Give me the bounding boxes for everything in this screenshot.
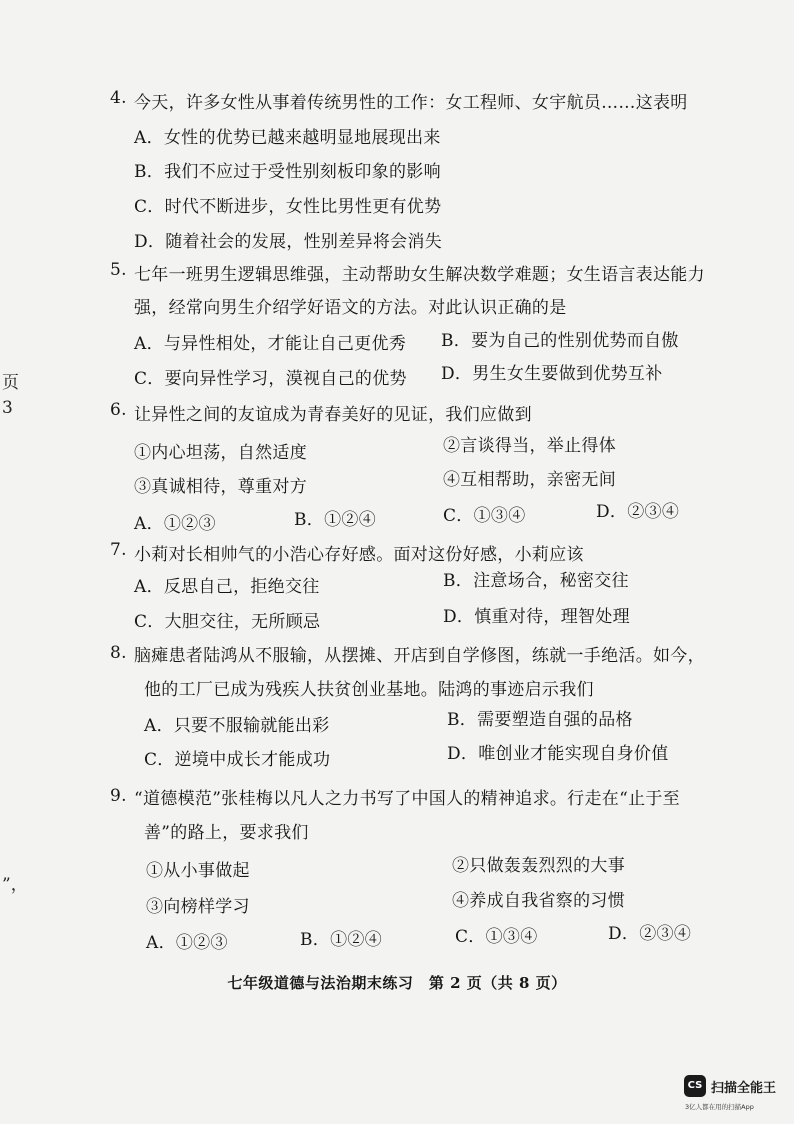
question-stem: 今天，许多女性从事着传统男性的工作：女工程师、女宇航员……这表明 <box>134 93 688 113</box>
watermark-tagline: 3亿人都在用的扫描App <box>685 1103 754 1111</box>
question-stem: 小莉对长相帅气的小浩心存好感。面对这份好感，小莉应该 <box>134 545 584 565</box>
question-stem: 脑瘫患者陆鸿从不服输，从摆摊、开店到自学修图，练就一手绝活。如今， <box>134 646 705 666</box>
option-b: B．要为自己的性别优势而自傲 <box>441 331 679 351</box>
option-b: B．注意场合，秘密交往 <box>443 571 629 591</box>
question-number: 6. <box>110 400 127 420</box>
camscanner-logo-icon: CS <box>684 1075 706 1097</box>
option-a: A．只要不服输就能出彩 <box>144 716 330 736</box>
statement-1: ①内心坦荡，自然适度 <box>134 443 307 463</box>
question-number: 7. <box>110 540 127 560</box>
option-b: B．我们不应过于受性别刻板印象的影响 <box>134 162 441 182</box>
statement-2: ②言谈得当，举止得体 <box>443 436 616 456</box>
question-number: 5. <box>110 260 127 280</box>
option-c: C．①③④ <box>455 927 538 947</box>
option-d: D．②③④ <box>596 502 680 522</box>
statement-4: ④互相帮助，亲密无间 <box>443 470 616 490</box>
option-c: C．大胆交往，无所顾忌 <box>134 612 321 632</box>
statement-3: ③向榜样学习 <box>146 897 250 917</box>
option-a: A．女性的优势已越来越明显地展现出来 <box>134 128 441 148</box>
question-number: 8. <box>110 643 127 663</box>
statement-4: ④养成自我省察的习惯 <box>452 891 625 911</box>
statement-3: ③真诚相待，尊重对方 <box>134 477 307 497</box>
option-c: C．要向异性学习，漠视自己的优势 <box>134 369 407 389</box>
option-b: B．①②④ <box>294 510 376 530</box>
margin-mark: 3 <box>2 398 13 418</box>
question-number: 9. <box>110 786 127 806</box>
option-a: A．①②③ <box>134 514 216 534</box>
page-footer: 七年级道德与法治期末练习 第 2 页（共 8 页） <box>227 974 567 992</box>
option-d: D．②③④ <box>608 924 692 944</box>
question-stem: “道德模范”张桂梅以凡人之力书写了中国人的精神追求。行走在“止于至 <box>134 789 680 809</box>
question-stem-continued: 他的工厂已成为残疾人扶贫创业基地。陆鸿的事迹启示我们 <box>144 680 594 700</box>
question-stem-continued: 善”的路上，要求我们 <box>144 823 309 843</box>
option-c: C．时代不断进步，女性比男性更有优势 <box>134 197 442 217</box>
option-b: B．需要塑造自强的品格 <box>447 710 633 730</box>
option-d: D．随着社会的发展，性别差异将会消失 <box>134 232 443 252</box>
option-d: D．唯创业才能实现自身价值 <box>447 744 669 764</box>
option-d: D．男生女生要做到优势互补 <box>441 364 663 384</box>
option-d: D．慎重对待，理智处理 <box>443 607 630 627</box>
margin-mark: ”， <box>2 875 28 895</box>
margin-mark: 页 <box>2 373 19 393</box>
option-c: C．①③④ <box>443 506 526 526</box>
question-stem: 让异性之间的友谊成为青春美好的见证，我们应做到 <box>134 405 532 425</box>
scanner-watermark <box>684 1073 788 1113</box>
option-a: A．反思自己，拒绝交往 <box>134 577 320 597</box>
option-c: C．逆境中成长才能成功 <box>144 750 331 770</box>
watermark-name: 扫描全能王 <box>711 1081 777 1096</box>
statement-2: ②只做轰轰烈烈的大事 <box>452 856 625 876</box>
option-a: A．与异性相处，才能让自己更优秀 <box>134 334 407 354</box>
option-a: A．①②③ <box>146 933 228 953</box>
question-number: 4. <box>110 88 127 108</box>
question-stem-continued: 强，经常向男生介绍学好语文的方法。对此认识正确的是 <box>134 298 567 318</box>
option-b: B．①②④ <box>300 930 382 950</box>
statement-1: ①从小事做起 <box>146 861 250 881</box>
question-stem: 七年一班男生逻辑思维强，主动帮助女生解决数学难题；女生语言表达能力 <box>134 265 705 285</box>
